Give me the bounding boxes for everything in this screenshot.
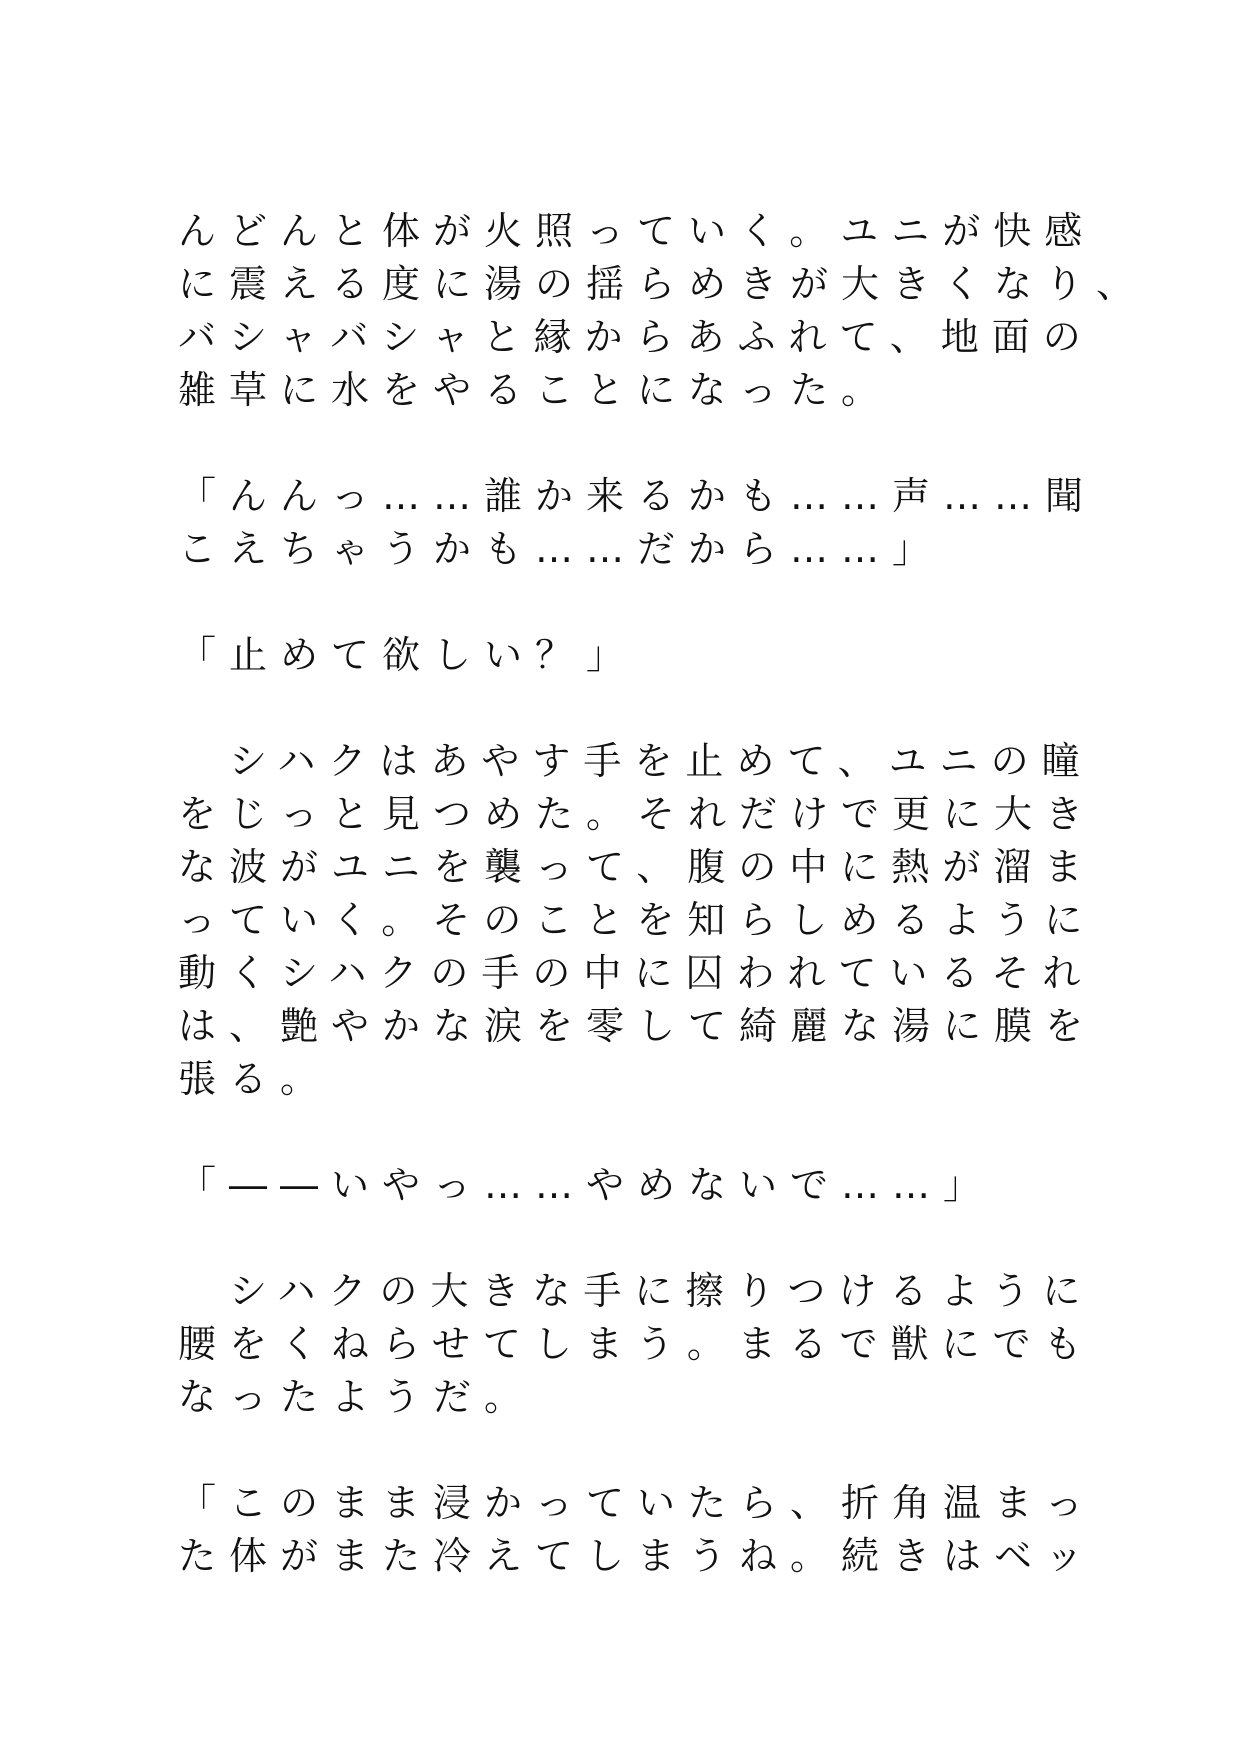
text-line: 腰をくねらせてしまう。まるで獣にでも	[178, 1322, 1095, 1366]
text-line: んどんと体が火照っていく。ユニが快感	[178, 209, 1096, 253]
text-line: シハクはあやす手を止めて、ユニの瞳	[178, 739, 1093, 783]
text-line: に震える度に湯の揺らめきが大きくなり、	[178, 262, 1148, 306]
text-line: 雑草に水をやることになった。	[178, 368, 893, 412]
blank-line	[178, 576, 1078, 629]
blank-line	[178, 682, 1078, 735]
text-line: なったようだ。	[178, 1375, 536, 1419]
blank-line	[178, 1212, 1078, 1265]
text-line: っていく。そのことを知らしめるように	[178, 898, 1096, 942]
dialogue-line: 「――いやっ……やめないで……」	[178, 1163, 995, 1207]
text-line: 張る。	[178, 1057, 332, 1101]
text-line: をじっと見つめた。それだけで更に大き	[178, 792, 1097, 836]
blank-line	[178, 417, 1078, 470]
text-line: な波がユニを襲って、腹の中に熱が溜ま	[178, 845, 1096, 889]
text-line: バシャバシャと縁からあふれて、地面の	[178, 315, 1094, 359]
dialogue-line: こえちゃうかも……だから……」	[178, 527, 944, 571]
blank-line	[178, 1106, 1078, 1159]
dialogue-line: た体がまた冷えてしまうね。続きはベッ	[178, 1534, 1097, 1578]
dialogue-line: 「このまま浸かっていたら、折角温まっ	[178, 1481, 1097, 1525]
blank-line	[178, 1424, 1078, 1477]
text-line: は、艶やかな涙を零して綺麗な湯に膜を	[178, 1004, 1097, 1048]
dialogue-line: 「んんっ……誰か来るかも……声……聞	[178, 474, 1097, 518]
novel-text-body	[178, 205, 1148, 1583]
text-line: シハクの大きな手に擦りつけるように	[178, 1269, 1094, 1313]
dialogue-line: 「止めて欲しい？」	[178, 633, 638, 677]
text-line: 動くシハクの手の中に囚われているそれ	[178, 951, 1094, 995]
